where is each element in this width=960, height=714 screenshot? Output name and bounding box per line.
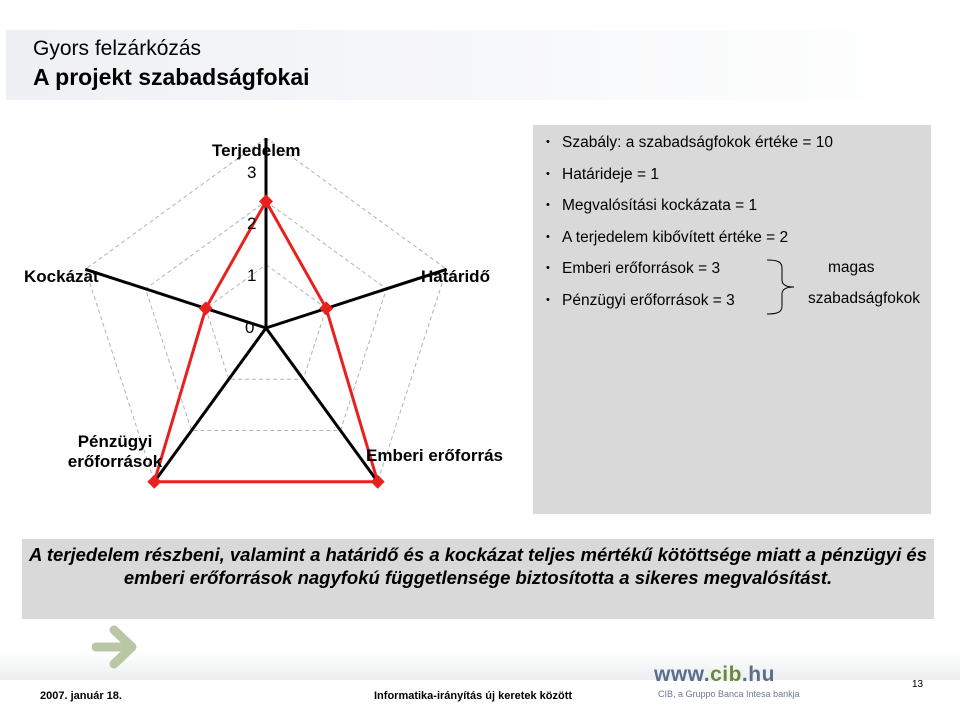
rule-item: • Határideje = 1: [540, 162, 833, 194]
radar-axis-line: [266, 328, 378, 482]
scale-label-3: 3: [247, 163, 257, 182]
logo-url-prefix: www.: [654, 663, 711, 686]
radar-data-point: [259, 194, 273, 208]
note-magas: magas: [828, 259, 875, 276]
rule-item: • Pénzügyi erőforrások = 3: [540, 288, 833, 320]
scale-label-1: 1: [247, 266, 257, 285]
axis-label-penzugyi-line1: Pénzügyi: [77, 432, 153, 451]
radar-data-point: [319, 301, 333, 315]
logo-url-brand: cib: [710, 663, 742, 686]
axis-label-penzugyi: [57, 432, 173, 472]
note-szabadsagfokok: szabadságfokok: [808, 290, 921, 307]
footer-date: 2007. január 18.: [40, 690, 122, 702]
scale-label-0: 0: [245, 318, 255, 337]
logo-tagline: CIB, a Gruppo Banca Intesa bankja: [658, 689, 800, 699]
slide-subtitle: Gyors felzárkózás: [33, 37, 202, 60]
axis-label-emberi: Emberi erőforrás: [366, 446, 503, 465]
axis-label-terjedelem: Terjedelem: [212, 141, 301, 160]
radar-data-point: [199, 301, 213, 315]
page-number: 13: [912, 679, 924, 690]
logo-url-suffix: .hu: [741, 663, 775, 686]
cib-logo: [654, 663, 800, 705]
footer-band: [0, 650, 960, 680]
conclusion-box: A terjedelem részbeni, valamint a határidő és a kockázat teljes mértékű kötöttsége miatt a pénzügyi és emberi erőforrások nagyfokú függetlensége biztosította a sikeres megvalósítást.: [22, 539, 934, 619]
rule-item: • A terjedelem kibővített értéke = 2: [540, 225, 833, 257]
logo-url: [654, 663, 775, 687]
brace-icon: [766, 258, 812, 318]
rule-item: • Szabály: a szabadságfokok értéke = 10: [540, 130, 833, 162]
footer-title: Informatika-irányítás új keretek között: [374, 690, 573, 702]
rule-item: • Emberi erőforrások = 3: [540, 256, 833, 288]
radar-axis-line: [85, 269, 266, 328]
axis-label-hatarido: Határidő: [421, 267, 490, 286]
radar-axis-line: [266, 269, 447, 328]
axis-label-penzugyi-line2: erőforrások: [67, 452, 163, 471]
next-arrow-icon[interactable]: [92, 622, 142, 672]
rule-item: • Megvalósítási kockázata = 1: [540, 193, 833, 225]
axis-label-kockazat: Kockázat: [24, 267, 99, 286]
slide-title: A projekt szabadságfokai: [33, 64, 310, 90]
scale-label-2: 2: [247, 214, 257, 233]
